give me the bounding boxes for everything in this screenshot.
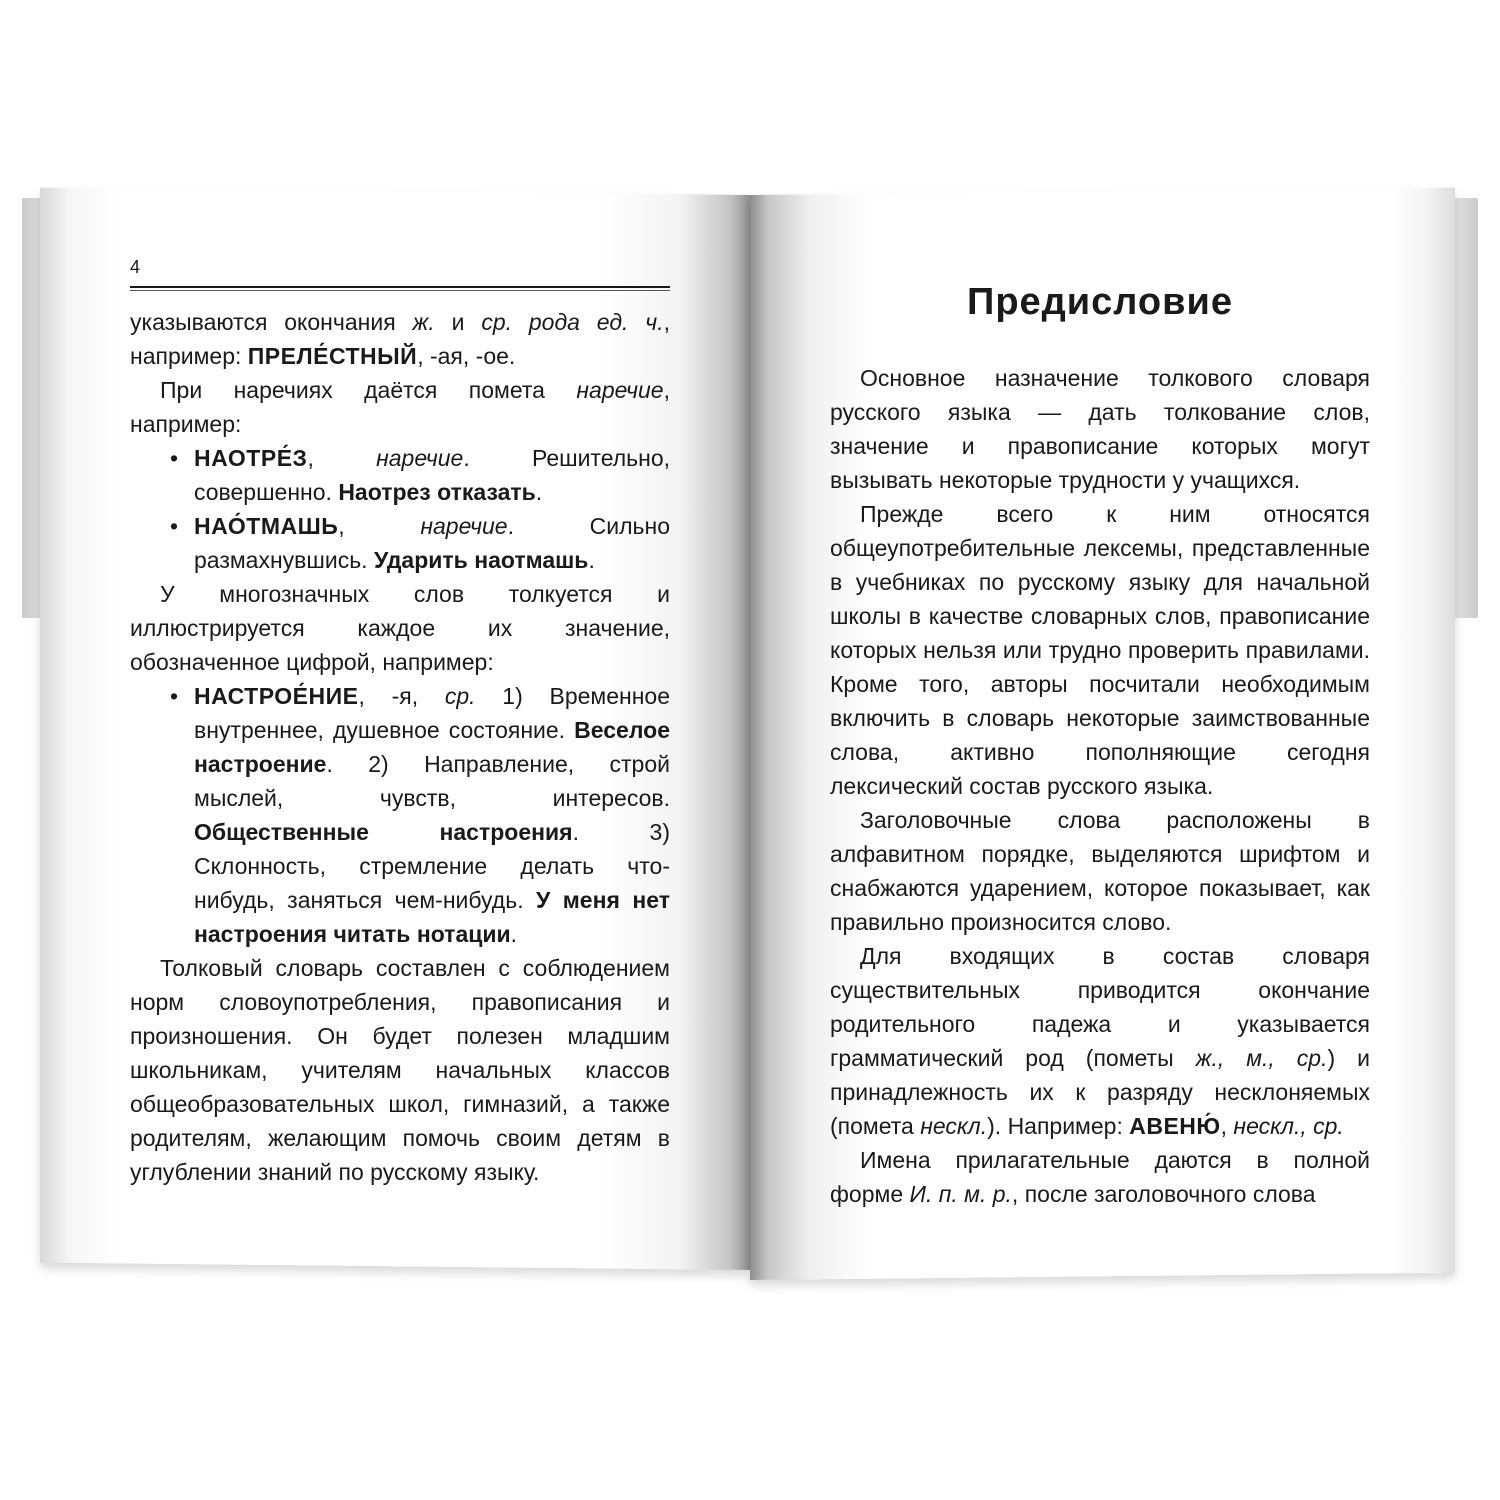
left-page-content — [130, 250, 670, 1189]
usage-example: Ударить наотмашь — [373, 547, 589, 573]
page-title: Предисловие — [967, 281, 1233, 323]
right-page-content — [830, 281, 1370, 1211]
closing-paragraph: Толковый словарь составлен с соблюдением норм словоупотребления, правописания и произношения. Он будет полезен младшим школьникам, учителям начальных классов общеобразовательных школ, гимназий, а также родителям, желающим помочь своим детям в углублении знаний по русскому языку. — [130, 955, 670, 1185]
header-rule — [130, 286, 670, 291]
adverb-note: При наречиях даётся помета наречие, например: — [130, 377, 670, 437]
list-item: • НАО́ТМАШЬ, наречие. Сильно размахнувшись. Ударить наотмашь. — [130, 509, 670, 577]
list-item: • НАОТРЕ́З, наречие. Решительно, совершенно. Наотрез отказать. — [130, 441, 670, 509]
bullet-icon: • — [170, 445, 179, 471]
paragraph: Прежде всего к ним относятся общеупотребительные лексемы, представленные в учебниках по русскому языку для начальной школы в качестве словарных слов, правописание которых нельзя или трудно проверить правилами. Кроме того, авторы посчитали необходимым включить в словарь некоторые заимствованные слова, активно пополняющие сегодня лексический состав русского языка. — [830, 501, 1370, 799]
usage-example: Наотрез отказать — [338, 479, 536, 505]
intro-paragraph: указываются окончания ж. и ср. рода ед. ч., например: ПРЕЛЕ́СТНЫЙ, -ая, -ое. — [130, 309, 670, 369]
headword: ПРЕЛЕ́СТНЫЙ — [247, 343, 418, 369]
usage-example: Общественные настроения — [194, 819, 573, 845]
page-number: 4 — [130, 257, 141, 277]
bullet-icon: • — [170, 513, 179, 539]
bullet-icon: • — [170, 683, 179, 709]
headword: НАО́ТМАШЬ — [194, 513, 339, 539]
paragraph: Для входящих в состав словаря существительных приводится окончание родительного падежа и указывается грамматический род (пометы ж., м., ср.) и принадлежность их к разряду несклоняемых (помета нескл.). Например: АВЕНЮ́, нескл., ср. — [830, 943, 1370, 1139]
usage-example: У меня нет настроения читать нотации — [194, 887, 670, 947]
paragraph: Имена прилагательные даются в полной форме И. п. м. р., после заголовочного слова — [830, 1147, 1370, 1207]
headword: НАСТРОЕ́НИЕ — [194, 683, 359, 709]
paragraph: Заголовочные слова расположены в алфавитном порядке, выделяются шрифтом и снабжаются ударением, которое показывает, как правильно произносится слово. — [830, 807, 1370, 935]
headword: НАОТРЕ́З — [194, 445, 308, 471]
usage-example: Веселое настроение — [194, 717, 670, 777]
headword: АВЕНЮ́ — [1129, 1113, 1221, 1139]
paragraph: Основное назначение толкового словаря русского языка — дать толкование слов, значение и правописание которых могут вызывать некоторые трудности у учащихся. — [830, 365, 1370, 493]
list-item: • НАСТРОЕ́НИЕ, -я, ср. 1) Временное внутреннее, душевное состояние. Веселое настроение. 2) Направление, строй мыслей, чувств, интересов. Общественные настроения. 3) Склонность, стремление делать что-нибудь, заняться чем-нибудь. У меня нет настроения читать нотации. — [130, 679, 670, 951]
polysemy-note: У многозначных слов толкуется и иллюстрируется каждое их значение, обозначенное цифрой, например: — [130, 581, 670, 675]
